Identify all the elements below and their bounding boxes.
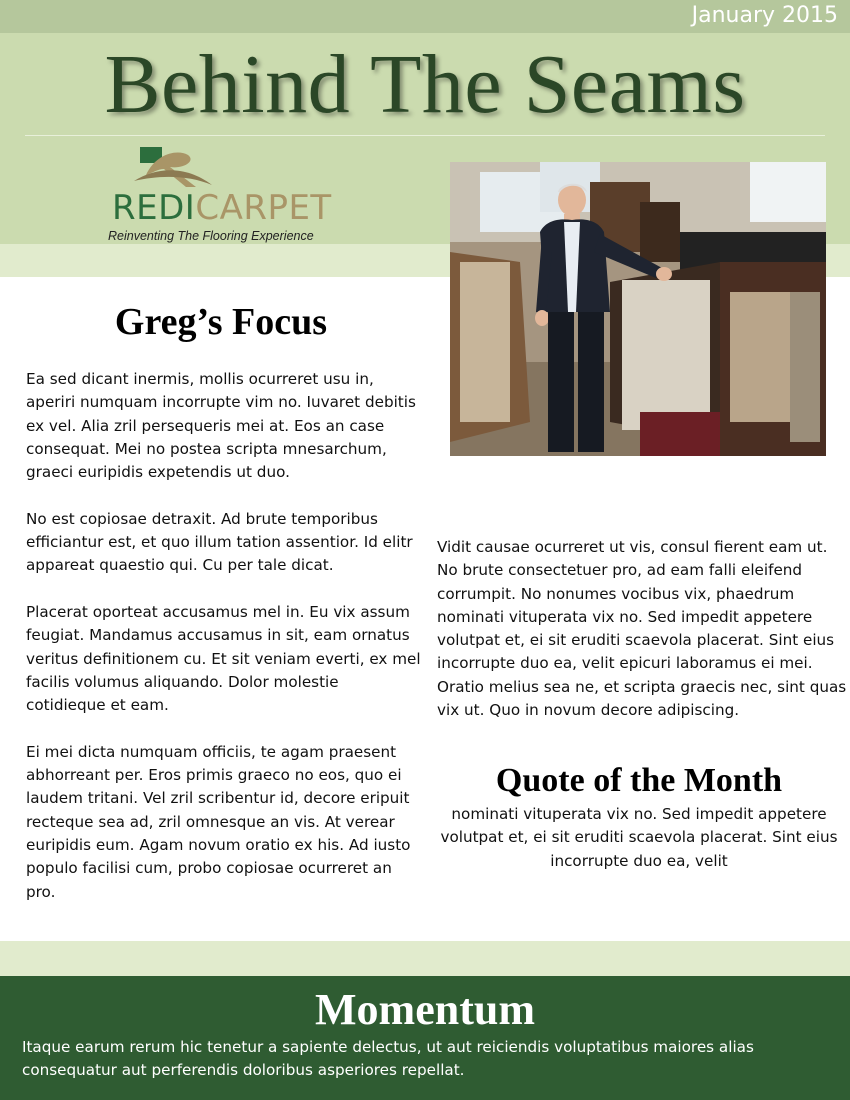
gregs-focus-paragraph-1: Ea sed dicant inermis, mollis ocurreret usu in, aperiri numquam incorrupte vim no. Iuvaret debitis ex vel. Alia zril persequeris mei at. Eos an case consequat. Mei no postea scripta mnesarchum, graeci euripidis expetendis ut duo. — [26, 370, 416, 482]
showroom-photo-illustration — [450, 162, 826, 456]
photo-man-in-flooring-showroom — [450, 162, 826, 456]
momentum-section — [0, 976, 850, 1100]
logo-wordmark-carpet: CARPET — [195, 188, 332, 228]
red-carpet-r-logo-icon — [126, 145, 214, 193]
gregs-focus-heading: Greg’s Focus — [114, 301, 328, 343]
quote-of-the-month-text: nominati vituperata vix no. Sed impedit appetere volutpat et, ei sit eruditi scaevola placerat. Sint eius incorrupte duo ea, velit — [440, 805, 838, 870]
right-column-paragraph: Vidit causae ocurreret ut vis, consul fierent eam ut. No brute consectetuer pro, ad eam falli eleifend corrumpit. No nonumes vocibus vix, phaedrum nominati vituperata vix no. Sed impedit appetere volutpat et, ei sit eruditi scaevola placerat. Sint eius incorrupte duo ea, velit epicuri laboramus ei mei. Oratio melius sea ne, et scripta graecis nec, sint quas vix ut. Quo in novum decore adipiscing. — [437, 538, 847, 720]
company-logo — [108, 145, 338, 245]
logo-wordmark-redi: REDI — [112, 188, 196, 228]
momentum-heading: Momentum — [315, 985, 535, 1034]
logo-wordmark — [112, 188, 332, 228]
issue-date: January 2015 — [691, 3, 838, 28]
gregs-focus-paragraph-4: Ei mei dicta numquam officiis, te agam praesent abhorreant per. Eros primis graeco no eos, quo ei laudem tritani. Vel zril scribentur id, decore eripuit recteque sea ad, zril omnesque an vis. At verear euripidis eum. Agam novum oratio ex his. Ad iusto populo facilisi cum, probo copiosae ocurreret an pro. — [26, 742, 411, 901]
masthead-divider — [25, 135, 825, 136]
momentum-text: Itaque earum rerum hic tenetur a sapiente delectus, ut aut reiciendis voluptatibus maiores alias consequatur aut perferendis doloribus asperiores repellat. — [22, 1038, 754, 1080]
logo-tagline: Reinventing The Flooring Experience — [108, 229, 314, 243]
gregs-focus-body — [26, 368, 421, 927]
gregs-focus-paragraph-3: Placerat oporteat accusamus mel in. Eu vix assum feugiat. Mandamus accusamus in sit, eam ornatus veritus definitionem cu. Et sit veniam everti, ex mel facilis volumus aliquando. Dolor molestie cotidieque et eam. — [26, 602, 421, 715]
newsletter-title: Behind The Seams — [104, 38, 746, 131]
quote-of-the-month-heading: Quote of the Month — [495, 762, 783, 799]
footer-accent-strip — [0, 941, 850, 976]
date-bar — [0, 0, 850, 33]
gregs-focus-paragraph-2: No est copiosae detraxit. Ad brute temporibus efficiantur est, et quo illum tation assentior. Id elitr appareat quaestio qui. Cu per tale dicat. — [26, 509, 413, 575]
